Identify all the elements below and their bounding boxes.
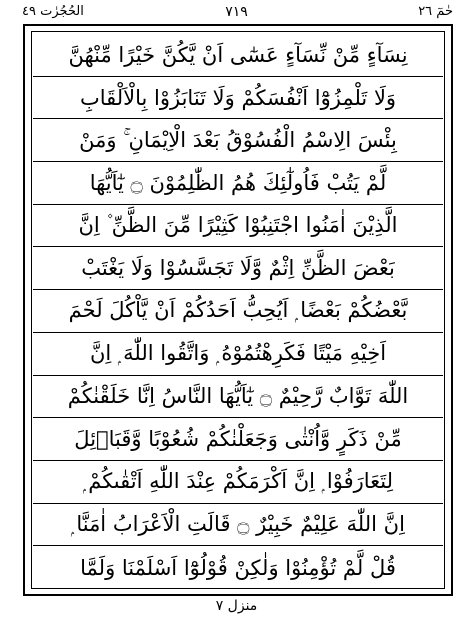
text-line: بَعْضَ الظَّنِّ اِثْمٌ وَّلَا تَجَسَّسُوْا وَلَا يَغْتَبْ xyxy=(33,247,443,290)
text-line: لِتَعَارَفُوْا ۭ اِنَّ اَكْرَمَكُمْ عِنْدَ اللّٰهِ اَتْقٰىكُمْ ۭ xyxy=(33,461,443,504)
text-line: الَّذِيْنَ اٰمَنُوا اجْتَنِبُوْا كَثِيْرًا مِّنَ الظَّنِّ ۫ اِنَّ xyxy=(33,205,443,248)
juz-label: حٰمٓ ٢٦ xyxy=(418,4,453,19)
text-line: اِنَّ اللّٰهَ عَلِيْمٌ خَبِيْرٌ ۝ قَالَتِ الْاَعْرَابُ اٰمَنَّا ۭ xyxy=(33,504,443,547)
page-number: ٧١٩ xyxy=(225,4,248,20)
surah-name: الحُجُرٰت ٤٩ xyxy=(22,4,84,19)
text-line: قُلْ لَّمْ تُؤْمِنُوْا وَلٰكِنْ قُوْلُوْٓا اَسْلَمْنَا وَلَمَّا xyxy=(80,555,396,580)
text-line: اللّٰهَ تَوَّابٌ رَّحِيْمٌ ۝ يٰٓاَيُّهَا النَّاسُ اِنَّا خَلَقْنٰكُمْ xyxy=(33,376,443,419)
text-line: وَلَا تَلْمِزُوْٓا اَنْفُسَكُمْ وَلَا تَنَابَزُوْا بِالْاَلْقَابِ xyxy=(33,77,443,120)
text-line: بَّعْضُكُمْ بَعْضًا ۭ اَيُحِبُّ اَحَدُكُمْ اَنْ يَّاْكُلَ لَحْمَ xyxy=(33,290,443,333)
text-line: بِئْسَ الِاسْمُ الْفُسُوْقُ بَعْدَ الْاِيْمَانِ ۚ وَمَنْ xyxy=(33,119,443,162)
text-line: لَّمْ يَتُبْ فَاُولٰٓئِكَ هُمُ الظّٰلِمُوْنَ ۝ يٰٓاَيُّهَا xyxy=(33,162,443,205)
text-lines xyxy=(33,34,443,589)
text-line: نِسَآءٍ مِّنْ نِّسَآءٍ عَسٰٓى اَنْ يَّكُنَّ خَيْرًا مِّنْهُنَّ xyxy=(33,34,443,77)
text-line: مِّنْ ذَكَرٍ وَّاُنْثٰى وَجَعَلْنٰكُمْ شُعُوْبًا وَّقَبَاۗئِلَ xyxy=(33,418,443,461)
text-line: اَخِيْهِ مَيْتًا فَكَرِهْتُمُوْهُ ۭ وَاتَّقُوا اللّٰهَ ۭ اِنَّ xyxy=(33,333,443,376)
manzil-label: منزل ٧ xyxy=(215,598,258,614)
